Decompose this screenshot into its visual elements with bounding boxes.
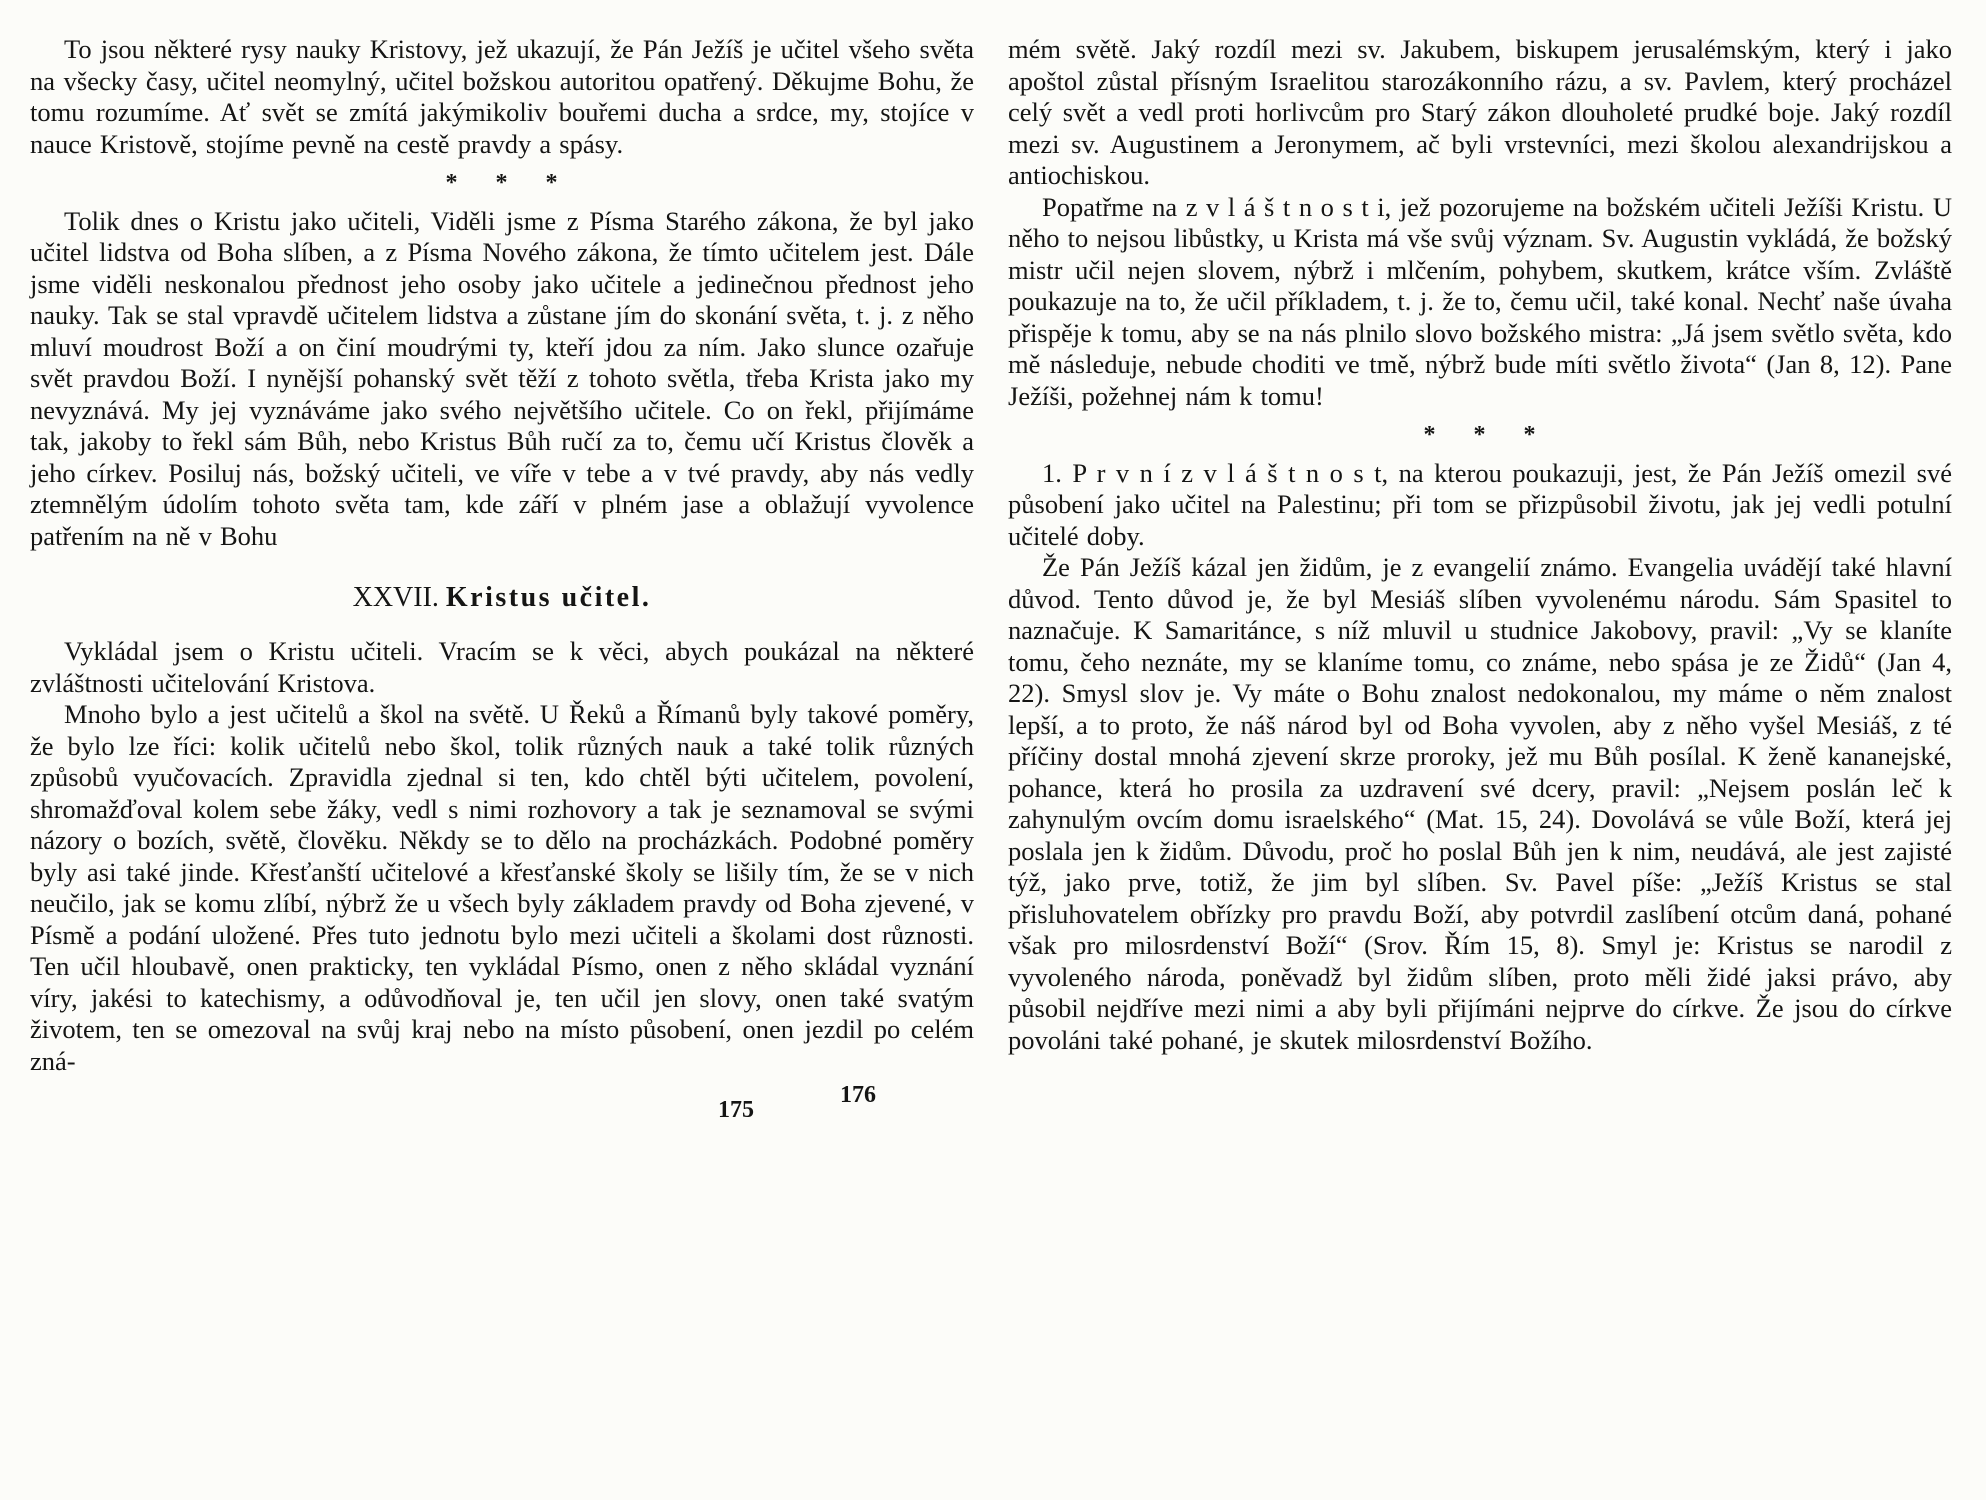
section-separator: * * * (1423, 422, 1537, 448)
section-separator: * * * (445, 170, 559, 196)
paragraph-mem-svete: mém světě. Jaký rozdíl mezi sv. Jakubem, biskupem jerusalémským, který i jako apoštol zůstal přísným Israelitou starozákonního rázu, a sv. Pavlem, který procházel celý svět a vedl proti horlivcům pro Starý zákon dlouholeté prudké boje. Jaký rozdíl mezi sv. Augustinem a Jeronymem, ač byli vrstevníci, mezi školou alexandrijskou a antiochiskou. (1008, 34, 1952, 190)
paragraph-prvni-zvlastnost: 1. P r v n í z v l á š t n o s t, na kterou poukazuji, jest, že Pán Ježíš omezil své působení jako učitel na Palestinu; při tom se přizpůsobil životu, jak jej vedli potulní učitelé doby. (1008, 457, 1952, 551)
chapter-title: Kristus učitel. (445, 582, 652, 613)
paragraph-mnoho-bylo: Mnoho bylo a jest učitelů a škol na světě. U Řeků a Římanů byly takové poměry, že bylo lze říci: kolik učitelů nebo škol, tolik různých nauk a také tolik různých způsobů vyučovacích. Zpravidla zjednal si ten, kdo chtěl býti učitelem, povolení, shromažďoval kolem sebe žáky, vedl s nimi rozhovory a tak je seznamoval se svými názory o bozích, světě, člověku. Někdy se to dělo na procházkách. Podobné poměry byly asi také jinde. Křesťanští učitelové a křesťanské školy se lišily tím, že se v nich neučilo, jak se komu zlíbí, nýbrž že u všech byly základem pravdy od Boha zjevené, v Písmě a podání uložené. Přes tuto jednotu bylo mezi učiteli a školami dost různosti. Ten učil hloubavě, onen prakticky, ten vykládal Písmo, onen z něho skládal vyznání víry, jakési to katechismy, a odůvodňoval je, ten učil jen slovy, onen také svatým životem, ten se omezoval na svůj kraj nebo na místo působení, onen jezdil po celém zná- (30, 699, 974, 1076)
page-left (30, 34, 974, 1500)
paragraph-ze-pan-jezis: Že Pán Ježíš kázal jen židům, je z evangelií známo. Evangelia uvádějí také hlavní důvod. Tento důvod je, že byl Mesiáš slíben vyvolenému národu. Sám Spasitel to naznačuje. K Samaritánce, s níž mluvil u studnice Jakobovy, pravil: „Vy se klaníte tomu, čeho neznáte, my se klaníme tomu, co známe, nebo spása je ze Židů“ (Jan 4, 22). Smysl slov je. Vy máte o Bohu znalost nedokonalou, my máme o něm znalost lepší, a to proto, že náš národ byl od Boha vyvolen, aby z něho vyšel Mesiáš, z té příčiny dostal mnohá zjevení skrze proroky, jež mu Bůh posílal. K ženě kananejské, pohance, která ho prosila za uzdravení své dcery, pravil: „Nejsem poslán leč k zahynulým ovcím domu israelského“ (Mat. 15, 24). Dovolává se vůle Boží, která jej poslala jen k židům. Důvodu, proč ho poslal Bůh jen k nim, neudává, ale jest zajisté týž, jako prve, totiž, že jim byl slíben. Sv. Pavel píše: „Ježíš Kristus se stal přisluhovatelem obřízky pro pravdu Boží, aby potvrdil zaslíbení otcům daná, pohané však pro milosrdenství Boží“ (Srov. Řím 15, 8). Smyl je: Kristus se narodil z vyvoleného národa, poněvadž byl židům slíben, proto měli židé jaksi právo, aby působil nejdříve mezi nimi a aby byli přijímáni nejprve do církve. Že jsou do církve povoláni také pohané, je skutek milosrdenství Božího. (1008, 552, 1952, 1055)
page-right (840, 34, 1952, 1500)
chapter-number: XXVII. (352, 582, 439, 613)
paragraph-intro: To jsou některé rysy nauky Kristovy, jež ukazují, že Pán Ježíš je učitel všeho světa na všecky časy, učitel neomylný, učitel božskou autoritou opatřený. Děkujme Bohu, že tomu rozumíme. Ať svět se zmítá jakýmikoliv bouřemi ducha a srdce, my, stojíce v nauce Kristově, stojíme pevně na cestě pravdy a spásy. (30, 34, 974, 159)
paragraph-tolik-dnes: Tolik dnes o Kristu jako učiteli, Viděli jsme z Písma Starého zákona, že byl jako učitel lidstva od Boha slíben, a z Písma Nového zákona, že tímto učitelem jest. Dále jsme viděli neskonalou přednost jeho osoby jako učitele a jedinečnou přednost jeho nauky. Tak se stal vpravdě učitelem lidstva a zůstane jím do skonání světa, t. j. z něho mluví moudrost Boží a on činí moudrými ty, kteří jdou za ním. Jako slunce ozařuje svět pravdou Boží. I nynější pohanský svět těží z tohoto světla, třeba Krista jako my nevyznává. My jej vyznáváme jako svého největšího učitele. Co on řekl, přijímáme tak, jakoby to řekl sám Bůh, nebo Kristus Bůh ručí za to, čemu učí Kristus člověk a jeho církev. Posiluj nás, božský učiteli, ve víře v tebe a v tvé pravdy, aby nás vedly ztemnělým údolím tohoto světa tam, kde září v plném jase a oblažují vyvolence patřením na ně v Bohu (30, 205, 974, 551)
page-number-175: 175 (718, 1097, 754, 1123)
paragraph-vykladal: Vykládal jsem o Kristu učiteli. Vracím se k věci, abych poukázal na některé zvláštnosti učitelování Kristova. (30, 636, 974, 698)
paragraph-popatrme: Popatřme na z v l á š t n o s t i, jež pozorujeme na božském učiteli Ježíši Kristu. U něho to nejsou libůstky, u Krista má vše svůj význam. Sv. Augustin vykládá, že božský mistr učil nejen slovem, nýbrž i mlčením, pohybem, skutkem, krátce vším. Zvláště poukazuje na to, že učil příkladem, t. j. že to, čemu učil, také konal. Nechť naše úvaha přispěje k tomu, aby se na nás plnilo slovo božského mistra: „Já jsem světlo světa, kdo mě následuje, nebude choditi ve tmě, nýbrž bude míti světlo života“ (Jan 8, 12). Pane Ježíši, požehnej nám k tomu! (1008, 191, 1952, 411)
chapter-heading (30, 582, 974, 614)
page-number-176: 176 (840, 1082, 876, 1108)
